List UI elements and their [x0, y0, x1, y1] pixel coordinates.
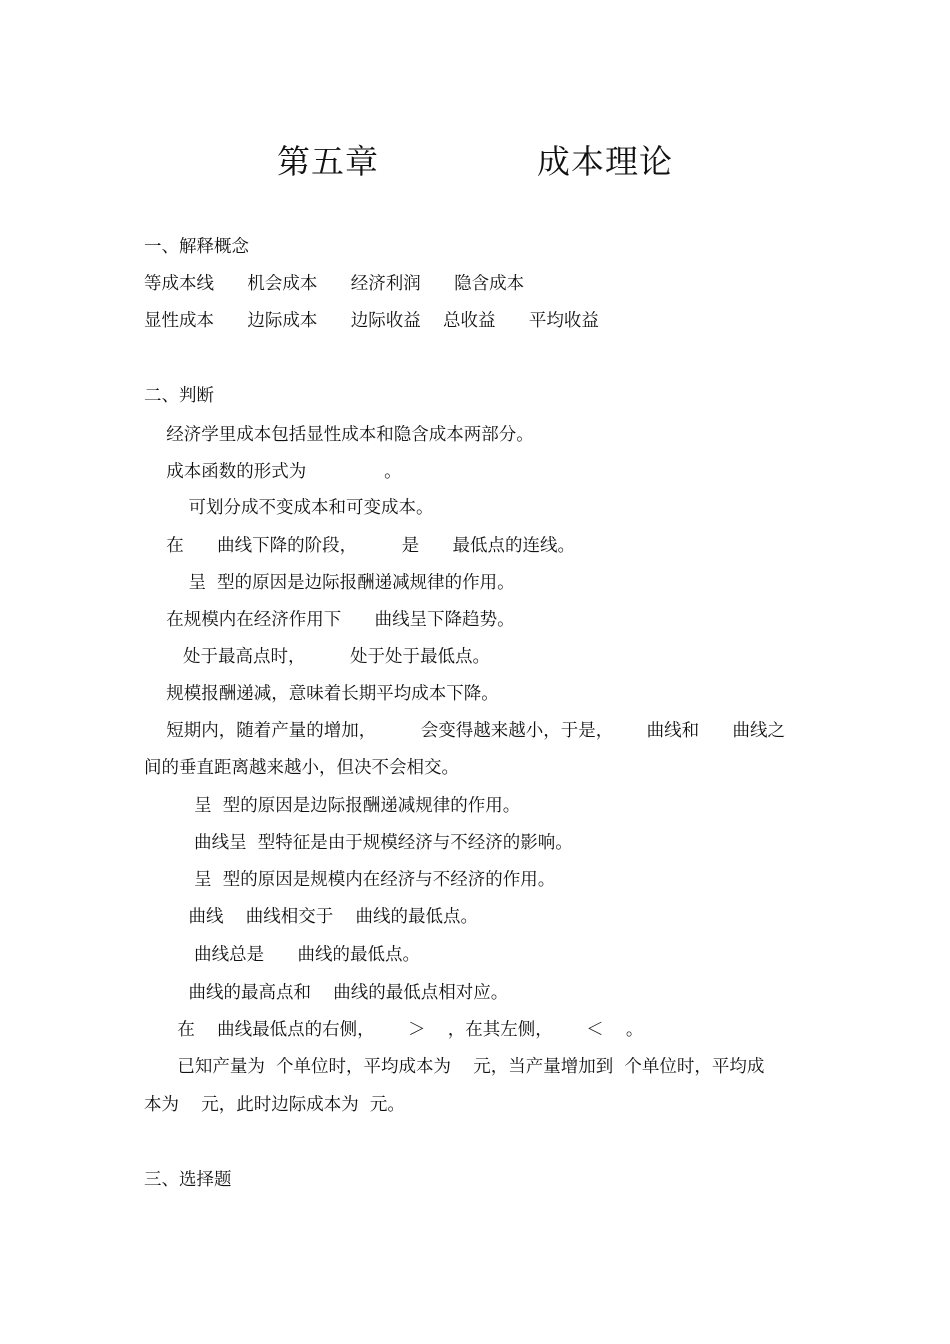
concept-terms-row-1: 等成本线 机会成本 经济利润 隐含成本	[144, 274, 525, 294]
judgement-line-5: 呈 型的原因是边际报酬递减规律的作用。	[144, 573, 515, 593]
judgement-line-11: 曲线呈 型特征是由于规模经济与不经济的影响。	[144, 833, 573, 853]
judgement-line-9: 短期内，随着产量的增加， 会变得越来越小，于是， 曲线和 曲线之	[144, 721, 786, 741]
judgement-line-9-continued: 间的垂直距离越来越小，但决不会相交。	[144, 758, 459, 778]
judgement-line-12: 呈 型的原因是规模内在经济与不经济的作用。	[144, 870, 556, 890]
judgement-line-7: 处于最高点时， 处于处于最低点。	[144, 647, 490, 667]
concept-terms-row-2: 显性成本 边际成本 边际收益 总收益 平均收益	[144, 311, 599, 331]
judgement-line-14: 曲线总是 曲线的最低点。	[144, 945, 420, 965]
judgement-line-3: 可划分成不变成本和可变成本。	[144, 498, 434, 518]
judgement-line-1: 经济学里成本包括显性成本和隐含成本两部分。	[144, 425, 534, 445]
judgement-line-6: 在规模内在经济作用下 曲线呈下降趋势。	[144, 610, 515, 630]
judgement-line-17-continued: 本为 元，此时边际成本为 元。	[144, 1095, 405, 1115]
section-heading-judgement: 二、判断	[144, 386, 214, 406]
judgement-line-17: 已知产量为 个单位时，平均成本为 元，当产量增加到 个单位时，平均成	[144, 1057, 765, 1077]
judgement-line-15: 曲线的最高点和 曲线的最低点相对应。	[144, 983, 509, 1003]
judgement-line-13: 曲线 曲线相交于 曲线的最低点。	[144, 907, 479, 927]
judgement-line-2: 成本函数的形式为 。	[144, 462, 402, 482]
chapter-title: 第五章 成本理论	[277, 142, 673, 181]
judgement-line-8: 规模报酬递减，意味着长期平均成本下降。	[144, 684, 499, 704]
judgement-line-16: 在 曲线最低点的右侧， ＞ ，在其左侧， ＜ 。	[144, 1020, 644, 1040]
judgement-line-10: 呈 型的原因是边际报酬递减规律的作用。	[144, 796, 521, 816]
section-heading-concepts: 一、解释概念	[144, 237, 249, 257]
section-heading-choice: 三、选择题	[144, 1170, 232, 1190]
judgement-line-4: 在 曲线下降的阶段， 是 最低点的连线。	[144, 536, 576, 556]
